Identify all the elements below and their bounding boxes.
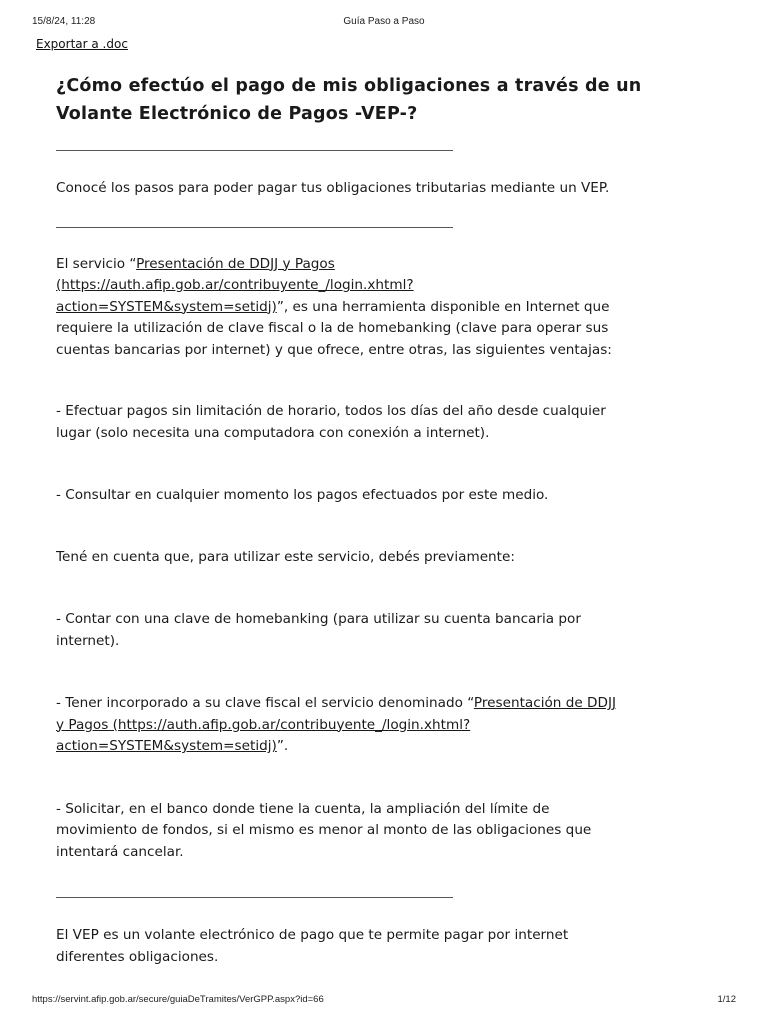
print-header xyxy=(0,16,768,30)
service-url-link[interactable]: y Pagos (https://auth.afip.gob.ar/contribuyente_/login.xhtml? xyxy=(56,716,471,733)
page-title xyxy=(56,72,656,128)
requirement-text: internet). xyxy=(56,632,120,649)
page-title-line-2: Volante Electrónico de Pagos -VEP-? xyxy=(56,104,418,124)
requirement-item xyxy=(56,693,656,758)
advantage-item xyxy=(56,485,656,507)
requirements-intro: Tené en cuenta que, para utilizar este servicio, debés previamente: xyxy=(56,548,515,565)
service-name-link[interactable]: Presentación de DDJJ xyxy=(473,695,616,711)
divider xyxy=(56,897,453,898)
requirement-text: intentará cancelar. xyxy=(56,843,184,860)
service-text: requiere la utilización de clave fiscal o la de homebanking (clave para operar sus xyxy=(56,320,609,336)
divider xyxy=(56,227,453,228)
service-paragraph xyxy=(56,254,656,362)
main-content xyxy=(56,72,656,968)
print-url: https://servint.afip.gob.ar/secure/guiaDeTramites/VerGPP.aspx?id=66 xyxy=(32,994,324,1005)
vep-definition-text: diferentes obligaciones. xyxy=(56,948,219,965)
vep-definition xyxy=(56,925,656,968)
page-number: 1/12 xyxy=(717,994,736,1005)
intro-text: Conocé los pasos para poder pagar tus obligaciones tributarias mediante un VEP. xyxy=(56,180,610,196)
service-url-link[interactable]: (https://auth.afip.gob.ar/contribuyente_/login.xhtml? xyxy=(56,277,414,293)
requirement-text: movimiento de fondos, si el mismo es menor al monto de las obligaciones que xyxy=(56,822,592,838)
service-text: El servicio “ xyxy=(56,255,137,272)
requirement-text: - Tener incorporado a su clave fiscal el servicio denominado “ xyxy=(56,695,474,711)
requirement-text: - Contar con una clave de homebanking (para utilizar su cuenta bancaria por xyxy=(56,611,581,627)
advantage-text: - Efectuar pagos sin limitación de horario, todos los días del año desde cualquier xyxy=(56,403,606,419)
print-title: Guía Paso a Paso xyxy=(343,16,425,27)
requirement-item xyxy=(56,609,656,652)
advantage-item xyxy=(56,401,656,444)
service-text: ”, es una herramienta disponible en Internet que xyxy=(276,298,610,315)
page-title-line-1: ¿Cómo efectúo el pago de mis obligaciones a través de un xyxy=(56,76,642,96)
requirement-text: ”. xyxy=(276,738,289,754)
requirement-text: - Solicitar, en el banco donde tiene la cuenta, la ampliación del límite de xyxy=(56,800,550,817)
print-date: 15/8/24, 11:28 xyxy=(32,16,96,27)
print-footer xyxy=(0,994,768,1008)
service-url-link-cont[interactable]: action=SYSTEM&system=setidj) xyxy=(56,298,277,315)
requirement-item xyxy=(56,799,656,864)
vep-definition-text: El VEP es un volante electrónico de pago que te permite pagar por internet xyxy=(56,927,569,943)
service-name-link[interactable]: Presentación de DDJJ y Pagos xyxy=(136,255,335,272)
advantage-text: - Consultar en cualquier momento los pagos efectuados por este medio. xyxy=(56,487,549,503)
divider xyxy=(56,150,453,151)
service-text: cuentas bancarias por internet) y que ofrece, entre otras, las siguientes ventajas: xyxy=(56,341,612,358)
export-doc-link[interactable]: Exportar a .doc xyxy=(36,37,128,51)
service-url-link-cont[interactable]: action=SYSTEM&system=setidj) xyxy=(56,738,277,754)
advantage-text: lugar (solo necesita una computadora con conexión a internet). xyxy=(56,424,490,441)
